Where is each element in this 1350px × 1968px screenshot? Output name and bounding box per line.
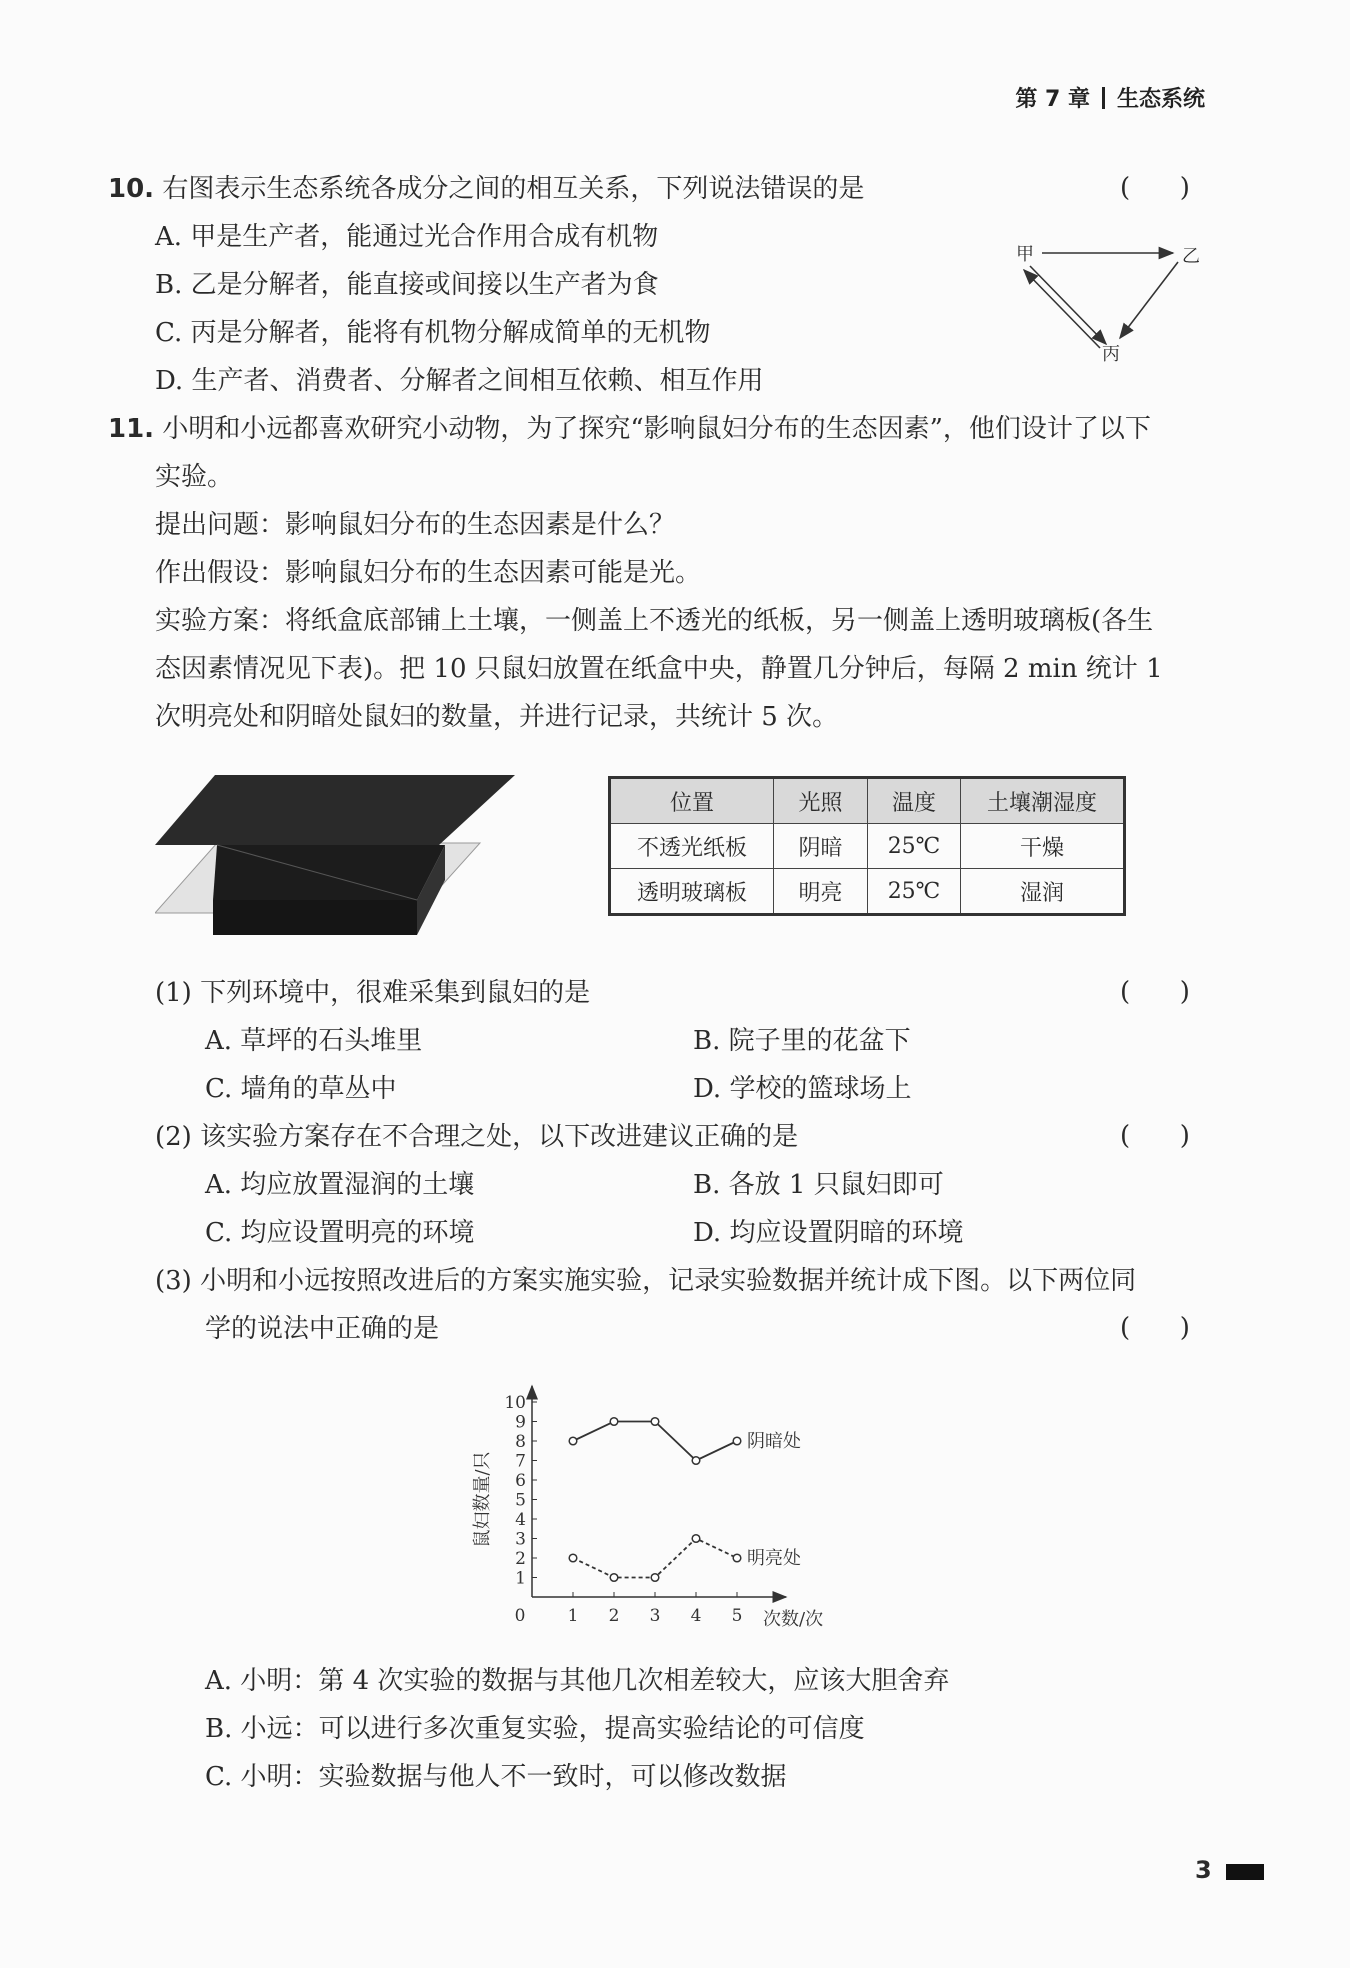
data-point xyxy=(651,1574,659,1582)
data-point xyxy=(692,1535,700,1543)
q11-plan-line3: 次明亮处和阴暗处鼠妇的数量，并进行记录，共统计 5 次。 xyxy=(155,702,839,732)
q11-question: 提出问题：影响鼠妇分布的生态因素是什么？ xyxy=(155,510,676,540)
sub2-option-a: A. 均应放置湿润的土壤 xyxy=(205,1170,475,1200)
y-tick-label: 1 xyxy=(515,1568,526,1589)
x-tick-label: 5 xyxy=(731,1606,743,1626)
sub1-stem: (1) 下列环境中，很难采集到鼠妇的是 xyxy=(155,978,591,1008)
ecosystem-diagram xyxy=(1010,240,1210,365)
sub1-answer-blank: ( ) xyxy=(1120,977,1190,1007)
sub2-option-d: D. 均应设置阴暗的环境 xyxy=(693,1218,964,1248)
chapter-number: 第 7 章 xyxy=(1015,87,1090,112)
y-axis-label: 鼠妇数量/只 xyxy=(472,1451,493,1548)
sub2-answer-blank: ( ) xyxy=(1120,1121,1190,1151)
sub3-option-b: B. 小远：可以进行多次重复实验，提高实验结论的可信度 xyxy=(205,1714,865,1744)
page-marker-bar xyxy=(1226,1864,1264,1880)
table-cell: 25℃ xyxy=(868,824,961,869)
table-cell: 湿润 xyxy=(961,869,1125,915)
table-cell: 不透光纸板 xyxy=(610,824,774,869)
sub1-option-a: A. 草坪的石头堆里 xyxy=(205,1026,423,1056)
sub3-stem-line2: 学的说法中正确的是 xyxy=(205,1314,440,1344)
chapter-title: 生态系统 xyxy=(1116,87,1205,112)
x-tick-label: 2 xyxy=(608,1606,620,1626)
q11-plan-line2: 态因素情况见下表)。把 10 只鼠妇放置在纸盒中央，静置几分钟后，每隔 2 min 统计 1 xyxy=(155,654,1163,684)
y-tick-label: 10 xyxy=(504,1393,526,1413)
page-number: 3 xyxy=(1195,1856,1212,1884)
sub3-stem-line1: (3) 小明和小远按照改进后的方案实施实验，记录实验数据并统计成下图。以下两位同 xyxy=(155,1266,1137,1296)
y-tick-label: 4 xyxy=(515,1510,526,1530)
y-tick-label: 6 xyxy=(515,1471,526,1491)
table-row xyxy=(610,824,1125,869)
x-tick-label: 4 xyxy=(690,1606,702,1626)
table-header: 土壤潮湿度 xyxy=(961,778,1125,824)
q11-number: 11. xyxy=(108,414,155,444)
x-tick-label: 3 xyxy=(649,1606,661,1626)
y-tick-label: 3 xyxy=(515,1529,526,1550)
data-point xyxy=(569,1437,577,1445)
x-axis-label: 次数/次 xyxy=(763,1609,824,1630)
q10-stem: 右图表示生态系统各成分之间的相互关系，下列说法错误的是 xyxy=(162,174,865,204)
woodlouse-count-chart xyxy=(470,1375,850,1640)
table-cell: 透明玻璃板 xyxy=(610,869,774,915)
table-header: 位置 xyxy=(610,778,774,824)
sub1-option-d: D. 学校的篮球场上 xyxy=(693,1074,912,1104)
table-header: 温度 xyxy=(868,778,961,824)
data-point xyxy=(610,1418,618,1426)
data-point xyxy=(733,1554,741,1562)
x-tick-label: 0 xyxy=(514,1606,526,1626)
node-jia: 甲 xyxy=(1016,244,1034,265)
sub2-option-c: C. 均应设置明亮的环境 xyxy=(205,1218,475,1248)
q11-stem-line2: 实验。 xyxy=(155,462,234,492)
chapter-header xyxy=(1015,82,1205,113)
node-yi: 乙 xyxy=(1182,246,1200,267)
y-tick-label: 7 xyxy=(515,1451,526,1472)
data-point xyxy=(569,1554,577,1562)
table-header-row xyxy=(610,778,1125,824)
table-cell: 25℃ xyxy=(868,869,961,915)
y-tick-label: 5 xyxy=(515,1490,526,1511)
series-label: 明亮处 xyxy=(747,1548,801,1569)
q10-number: 10. xyxy=(108,174,155,204)
sub3-option-c: C. 小明：实验数据与他人不一致时，可以修改数据 xyxy=(205,1762,787,1792)
experiment-box-illustration xyxy=(155,775,520,935)
table-cell: 干燥 xyxy=(961,824,1125,869)
q11-plan-line1: 实验方案：将纸盒底部铺上土壤，一侧盖上不透光的纸板，另一侧盖上透明玻璃板(各生 xyxy=(155,606,1154,636)
q10-option-a: A. 甲是生产者，能通过光合作用合成有机物 xyxy=(155,222,659,252)
data-point xyxy=(733,1437,741,1445)
header-divider xyxy=(1102,87,1105,109)
table-cell: 明亮 xyxy=(774,869,868,915)
y-tick-label: 9 xyxy=(515,1412,526,1433)
node-bing: 丙 xyxy=(1102,344,1120,365)
sub3-answer-blank: ( ) xyxy=(1120,1313,1190,1343)
series-line-2 xyxy=(573,1539,737,1578)
y-tick-label: 8 xyxy=(515,1432,526,1452)
series-line-1 xyxy=(573,1422,737,1461)
sub3-option-a: A. 小明：第 4 次实验的数据与其他几次相差较大，应该大胆舍弃 xyxy=(205,1666,950,1696)
table-row xyxy=(610,869,1125,915)
q11-stem-line1 xyxy=(108,413,1151,445)
q10-option-b: B. 乙是分解者，能直接或间接以生产者为食 xyxy=(155,270,659,300)
q11-stem: 小明和小远都喜欢研究小动物，为了探究“影响鼠妇分布的生态因素”，他们设计了以下 xyxy=(162,414,1151,444)
data-point xyxy=(651,1418,659,1426)
data-point xyxy=(610,1574,618,1582)
q10-answer-blank: ( ) xyxy=(1120,173,1190,203)
q10-option-c: C. 丙是分解者，能将有机物分解成简单的无机物 xyxy=(155,318,711,348)
y-tick-label: 2 xyxy=(515,1549,526,1569)
sub2-option-b: B. 各放 1 只鼠妇即可 xyxy=(693,1170,944,1200)
series-label: 阴暗处 xyxy=(747,1431,801,1452)
x-tick-label: 1 xyxy=(567,1606,579,1626)
sub1-option-c: C. 墙角的草丛中 xyxy=(205,1074,397,1104)
table-cell: 阴暗 xyxy=(774,824,868,869)
q10-stem-line xyxy=(108,173,864,205)
ecological-factor-table xyxy=(608,776,1126,916)
sub2-stem: (2) 该实验方案存在不合理之处，以下改进建议正确的是 xyxy=(155,1122,799,1152)
sub1-option-b: B. 院子里的花盆下 xyxy=(693,1026,911,1056)
q10-option-d: D. 生产者、消费者、分解者之间相互依赖、相互作用 xyxy=(155,366,764,396)
data-point xyxy=(692,1457,700,1465)
q11-hypothesis: 作出假设：影响鼠妇分布的生态因素可能是光。 xyxy=(155,558,702,588)
table-header: 光照 xyxy=(774,778,868,824)
